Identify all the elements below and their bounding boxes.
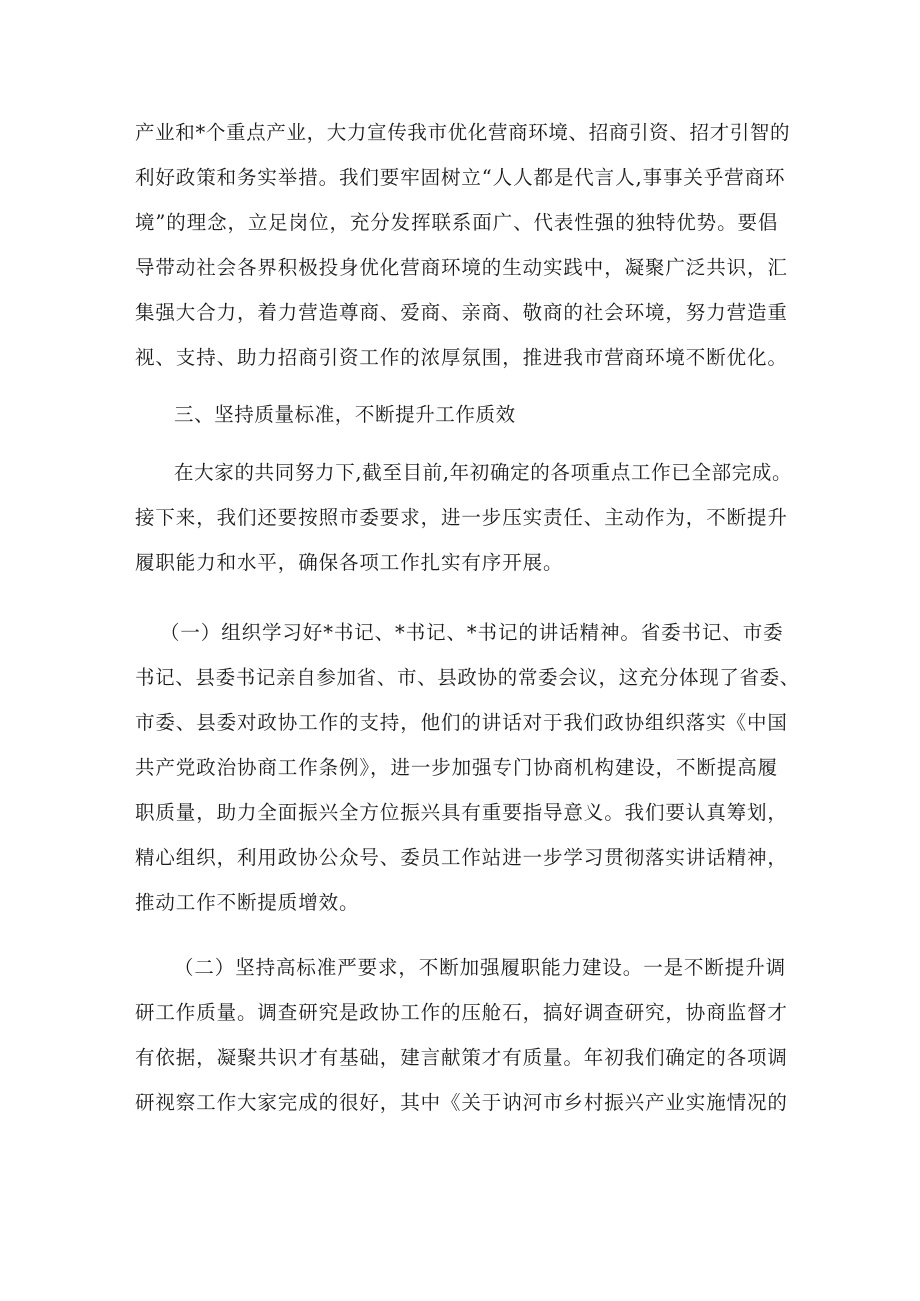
paragraph-line: 产业和*个重点产业，大力宣传我市优化营商环境、招商引资、招才引智的 [135,121,791,144]
paragraph-line: 履职能力和水平，确保各项工作扎实有序开展。 [135,551,564,574]
paragraph-line: 研视察工作大家完成的很好，其中《关于讷河市乡村振兴产业实施情况的 [135,1091,788,1114]
paragraph-line: 共产党政治协商工作条例》，进一步加强专门协商机构建设，不断提高履 [135,756,779,779]
paragraph-line: 职质量，助力全面振兴全方位振兴具有重要指导意义。我们要认真筹划， [135,801,788,824]
section-heading: 三、坚持质量标准，不断提升工作质效 [174,403,516,426]
paragraph-line: （一）组织学习好*书记、*书记、*书记的讲话精神。省委书记、市委 [160,621,784,644]
paragraph-line: 精心组织，利用政协公众号、委员工作站进一步学习贯彻落实讲话精神， [135,846,788,869]
paragraph-line: 接下来，我们还要按照市委要求，进一步压实责任、主动作为，不断提升 [135,506,788,529]
paragraph-line: 有依据，凝聚共识才有基础，建言献策才有质量。年初我们确定的各项调 [135,1046,788,1069]
paragraph-line: 导带动社会各界积极投身优化营商环境的生动实践中，凝聚广泛共识，汇 [135,256,788,279]
paragraph-line: 境”的理念，立足岗位，充分发挥联系面广、代表性强的独特优势。要倡 [135,211,779,234]
paragraph-line: 书记、县委书记亲自参加省、市、县政协的常委会议，这充分体现了省委、 [135,666,800,689]
paragraph-line: 集强大合力，着力营造尊商、爱商、亲商、敬商的社会环境，努力营造重 [135,301,788,324]
paragraph-line: 在大家的共同努力下,截至目前,年初确定的各项重点工作已全部完成。 [174,461,793,484]
paragraph-line: 市委、县委对政协工作的支持，他们的讲话对于我们政协组织落实《中国 [135,711,788,734]
paragraph-line: 推动工作不断提质增效。 [135,891,360,914]
paragraph-line: 研工作质量。调查研究是政协工作的压舱石，搞好调查研究，协商监督才 [135,1001,788,1024]
paragraph-line: 视、支持、助力招商引资工作的浓厚氛围，推进我市营商环境不断优化。 [135,346,788,369]
paragraph-line: 利好政策和务实举措。我们要牢固树立“人人都是代言人,事事关乎营商环 [135,166,786,189]
paragraph-line: （二）坚持高标准严要求，不断加强履职能力建设。一是不断提升调 [174,956,787,979]
